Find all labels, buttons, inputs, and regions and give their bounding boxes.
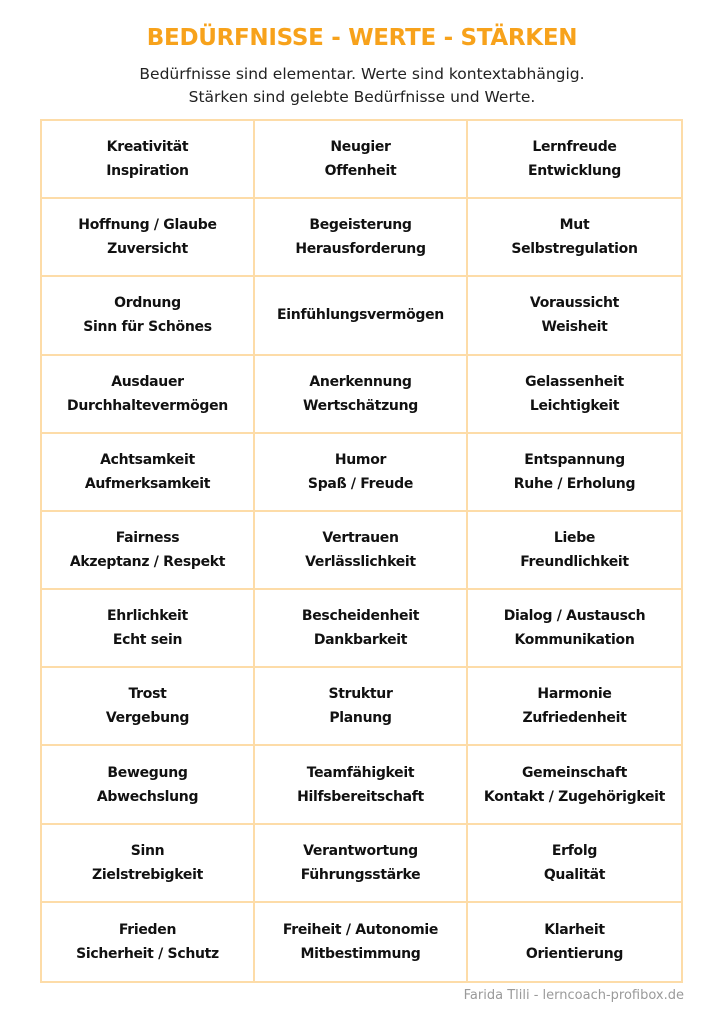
cell-line-2: Vergebung [105,710,190,727]
cell-line-2: Verlässlichkeit [305,553,416,570]
cell-line-2: Offenheit [324,163,397,180]
grid-cell [42,825,255,903]
cell-line-2: Leichtigkeit [529,397,620,414]
cell-line-2: Akzeptanz / Respekt [69,553,226,570]
cell-line-1: Freiheit / Autonomie [282,921,439,938]
cell-line-1: Ausdauer [111,373,184,390]
grid-cell [468,668,681,746]
cell-line-1: Vertrauen [322,529,399,546]
grid-cell [255,746,468,824]
cell-line-2: Freundlichkeit [520,553,629,570]
grid-cell [468,356,681,434]
grid-cell [42,356,255,434]
cell-line-1: Gelassenheit [525,373,624,390]
grid-cell [255,512,468,590]
cell-line-2: Aufmerksamkeit [84,475,211,492]
grid-cell [468,121,681,199]
cell-line-2: Orientierung [525,945,624,962]
cell-line-1: Bewegung [107,764,188,781]
cell-line-2: Weisheit [541,319,608,336]
cell-line-2: Entwicklung [527,163,622,180]
cell-line-2: Spaß / Freude [307,475,414,492]
cell-line-2: Abwechslung [96,788,199,805]
cell-line-1: Gemeinschaft [521,764,628,781]
cell-line-2: Herausforderung [295,241,426,258]
cell-line-1: Mut [559,217,590,234]
cell-line-1: Harmonie [537,686,612,703]
cell-line-2: Inspiration [106,163,189,180]
grid-cell [255,668,468,746]
cell-line-1: Dialog / Austausch [503,608,646,625]
cell-line-2: Echt sein [112,632,183,649]
cell-line-1: Sinn [130,842,165,859]
cell-line-1: Liebe [553,529,596,546]
cell-line-1: Fairness [115,529,180,546]
cell-line-2: Zielstrebigkeit [92,866,203,883]
cell-line-1: Verantwortung [303,842,418,859]
cell-line-2: Zufriedenheit [522,710,627,727]
grid-cell [42,668,255,746]
page-title: BEDÜRFNISSE - WERTE - STÄRKEN [146,25,578,51]
cell-line-2: Führungsstärke [300,866,421,883]
cell-line-2: Planung [329,710,392,727]
cell-line-2: Wertschätzung [303,397,418,414]
grid-cell [255,277,468,355]
cell-line-2: Selbstregulation [511,241,638,258]
cell-line-2: Qualität [543,866,606,883]
cell-line-2: Sinn für Schönes [83,319,212,336]
subtitle-line-2: Stärken sind gelebte Bedürfnisse und Werte. [188,88,536,106]
cell-line-1: Ehrlichkeit [107,608,188,625]
grid-cell [255,356,468,434]
grid-cell [468,434,681,512]
cell-line-2: Mitbestimmung [300,945,421,962]
cell-line-1: Erfolg [551,842,598,859]
grid-cell [468,746,681,824]
cell-line-1: Trost [128,686,167,703]
cell-line-1: Neugier [330,139,391,156]
grid-cell [255,199,468,277]
cell-line-1: Kreativität [106,139,189,156]
grid-cell [468,199,681,277]
cell-line-1: Entspannung [524,451,625,468]
grid-cell [255,121,468,199]
cell-line-1: Einfühlungsvermögen [277,307,444,324]
grid-cell [468,903,681,981]
grid-cell [255,434,468,512]
cell-line-1: Klarheit [544,921,605,938]
subtitle-line-1: Bedürfnisse sind elementar. Werte sind kontextabhängig. [139,65,585,83]
cell-line-1: Hoffnung / Glaube [78,217,217,234]
cell-line-1: Teamfähigkeit [306,764,415,781]
cell-line-1: Anerkennung [309,373,412,390]
grid-cell [255,590,468,668]
grid-cell [42,121,255,199]
cell-line-1: Bescheidenheit [301,608,420,625]
cell-line-2: Durchhaltevermögen [67,397,228,414]
cell-line-2: Kommunikation [514,632,635,649]
grid-cell [42,512,255,590]
cell-line-2: Zuversicht [107,241,188,258]
grid-cell [42,199,255,277]
grid-cell [468,277,681,355]
cell-line-2: Ruhe / Erholung [513,475,636,492]
cell-line-1: Lernfreude [532,139,617,156]
grid-cell [42,903,255,981]
grid-cell [42,277,255,355]
footer-credit: Farida Tlili - lerncoach-profibox.de [463,988,684,1003]
cell-line-1: Struktur [328,686,393,703]
page-subtitle [0,63,724,109]
cell-line-1: Voraussicht [529,295,620,312]
cell-line-1: Humor [334,451,387,468]
cell-line-2: Hilfsbereitschaft [297,788,424,805]
cell-line-2: Sicherheit / Schutz [76,945,219,962]
grid-cell [468,825,681,903]
grid-cell [42,746,255,824]
grid-cell [255,825,468,903]
grid-cell [468,512,681,590]
cell-line-1: Ordnung [114,295,181,312]
grid-cell [42,434,255,512]
cell-line-1: Achtsamkeit [100,451,195,468]
values-grid [40,119,683,983]
grid-cell [42,590,255,668]
cell-line-1: Begeisterung [309,217,412,234]
grid-cell [255,903,468,981]
cell-line-2: Kontakt / Zugehörigkeit [483,788,666,805]
cell-line-1: Frieden [118,921,177,938]
grid-cell [468,590,681,668]
cell-line-2: Dankbarkeit [313,632,408,649]
